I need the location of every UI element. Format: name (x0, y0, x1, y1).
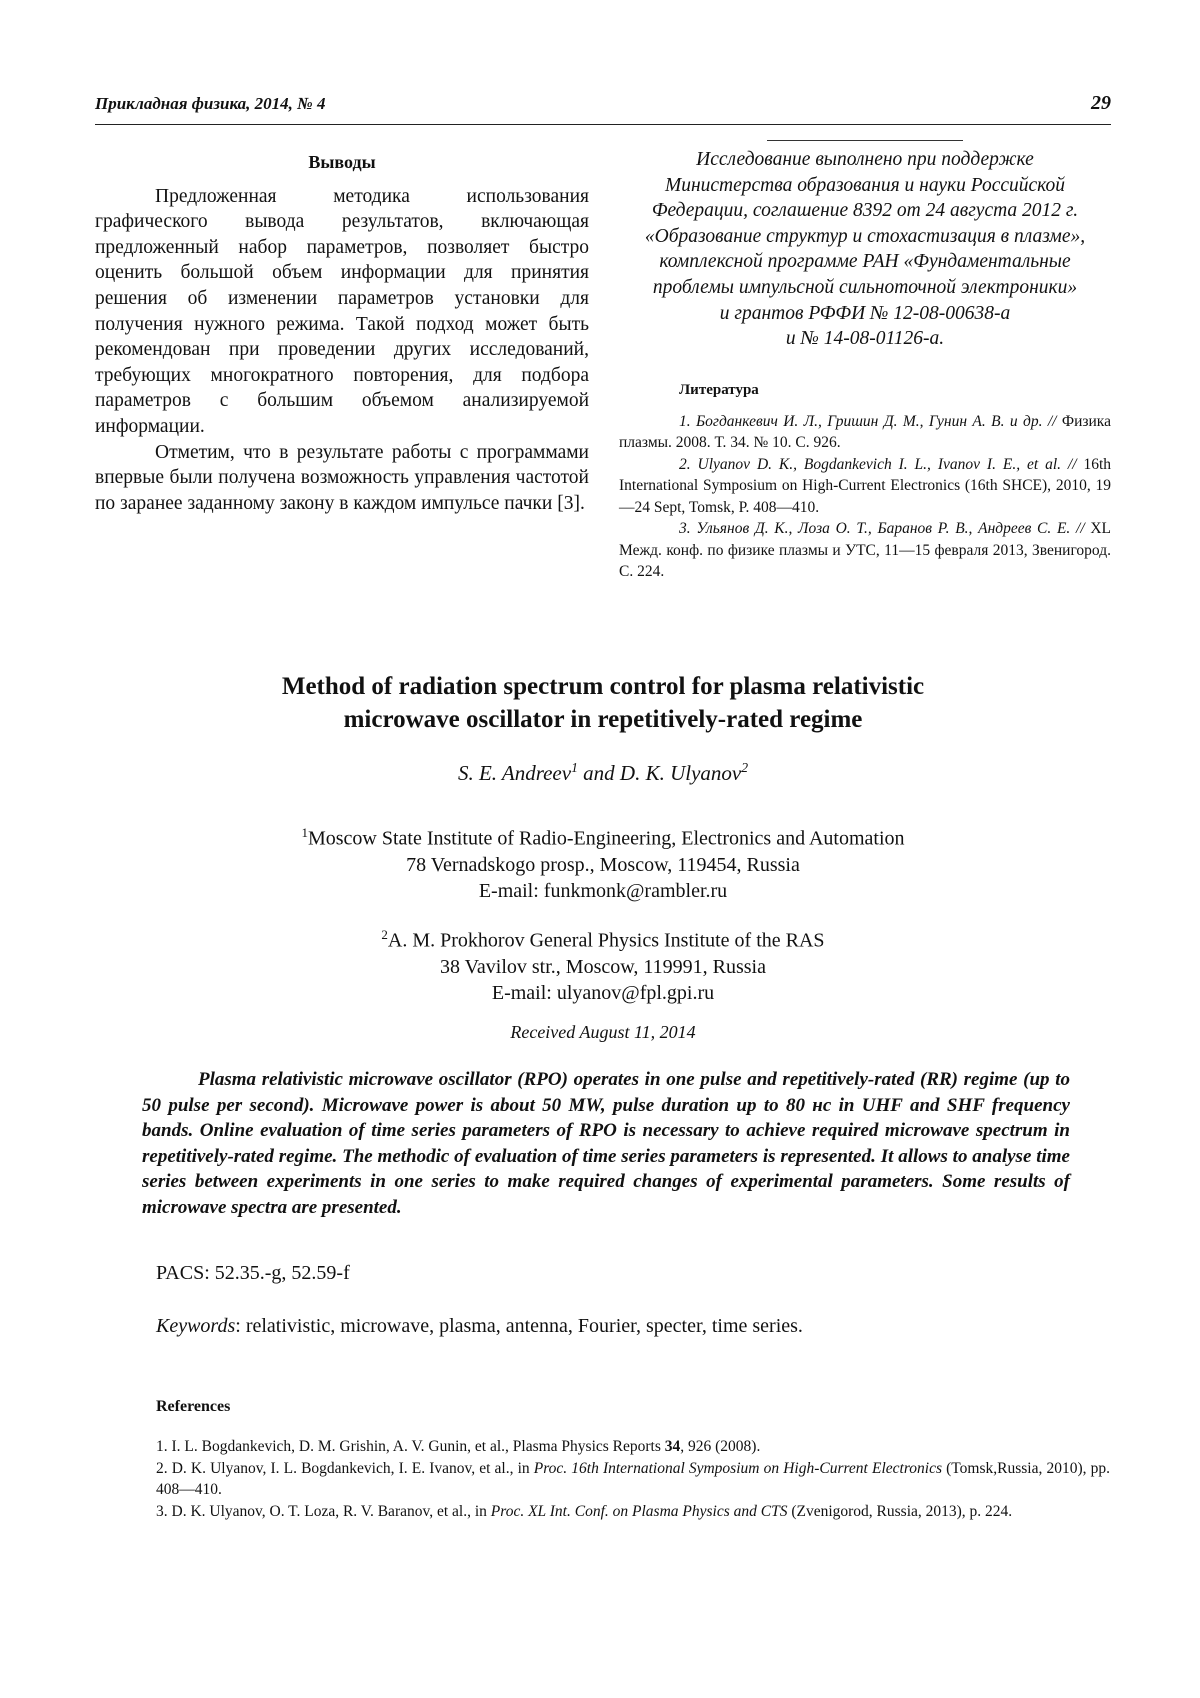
conclusions-heading: Выводы (308, 152, 376, 172)
page-number: 29 (1091, 92, 1111, 114)
keywords-label: Keywords (156, 1315, 236, 1337)
article-title-line: Method of radiation spectrum control for plasma relativistic (281, 673, 925, 700)
right-column (619, 140, 1111, 583)
affil-address: 38 Vavilov str., Moscow, 119991, Russia (440, 955, 766, 978)
footnote-rule (767, 140, 963, 141)
ref-authors: 3. Ульянов Д. К., Лоза О. Т., Баранов Р. В., Андреев С. Е. // (679, 520, 1085, 538)
reference-item: 2. D. K. Ulyanov, I. L. Bogdankevich, I. E. Ivanov, et al., in Proc. 16th International Symposium on High-Current Electronics (Tomsk,Russia, 2010), pp. 408—410. (156, 1459, 1110, 1498)
ref-source: Физика плазмы. 2008. Т. 34. № 10. С. 926. (619, 412, 1111, 452)
author-conjunction: and (577, 761, 620, 785)
author-affil-mark: 1 (571, 760, 578, 775)
affil-name: A. M. Prokhorov General Physics Institute of the RAS (387, 929, 825, 952)
literature-heading: Литература (679, 381, 759, 398)
literature-list (619, 411, 1111, 583)
author-name: D. K. Ulyanov (619, 761, 742, 785)
reference-item: 1. I. L. Bogdankevich, D. M. Grishin, A. V. Gunin, et al., Plasma Physics Reports 34, 926 (2008). (156, 1438, 761, 1455)
acknowledgement-line: и № 14-08-01126-а. (785, 328, 945, 350)
conclusions-paragraph: Предложенная методика использования графического вывода результатов, включающая предложенный набор параметров, позволяет быстро оценить большой объем информации для принятия решения об изменении параметров установки для получения нужного режима. Такой подход может быть рекомендован при проведении других исследований, требующих многократного повторения, для подбора параметров с большим объемом анализируемой информации. (95, 185, 589, 437)
acknowledgement-line: Федерации, соглашение 8392 от 24 августа 2012 г. (651, 200, 1079, 222)
abstract: Plasma relativistic microwave oscillator (RPO) operates in one pulse and repetitively-rated (RR) regime (up to 50 pulse per second). Microwave power is about 50 MW, pulse duration up to 80 нс in UHF and SHF frequency bands. Online evaluation of time series parameters of RPO is necessary to achieve required microwave spectrum in repetitively-rated regime. The methodic of evaluation of time series parameters is represented. It allows to analyse time series between experiments in one series to make required changes of experimental parameters. Some results of microwave spectra are presented. (142, 1069, 1070, 1218)
references-heading: References (156, 1398, 231, 1415)
acknowledgement-line: проблемы импульсной сильноточной электроники» (652, 276, 1078, 298)
author-name: S. E. Andreev (457, 761, 572, 785)
acknowledgement-line: Исследование выполнено при поддержке (696, 149, 1034, 170)
references-list (156, 1436, 1110, 1522)
ref-source: 16th International Symposium on High-Current Electronics (16th SHCE), 2010, 19—24 Sept, Tomsk, P. 408—410. (619, 455, 1111, 516)
literature-item (619, 411, 1111, 454)
article-title-line: microwave oscillator in repetitively-rated regime (343, 706, 863, 733)
acknowledgement (619, 147, 1111, 352)
author-affil-mark: 2 (741, 760, 749, 775)
received-date: Received August 11, 2014 (510, 1022, 696, 1042)
reference-item: 3. D. K. Ulyanov, O. T. Loza, R. V. Baranov, et al., in Proc. XL Int. Conf. on Plasma Physics and CTS (Zvenigorod, Russia, 2013), p. 224. (156, 1502, 1013, 1520)
journal-title: Прикладная физика, 2014, № 4 (95, 94, 326, 113)
running-header (95, 92, 1111, 125)
affil-mark: 1 (301, 825, 308, 840)
pacs-codes: PACS: 52.35.-g, 52.59-f (156, 1262, 350, 1284)
affiliation-2 (95, 922, 1111, 1006)
acknowledgement-line: комплексной программе РАН «Фундаментальные (659, 251, 1071, 273)
affil-mark: 2 (381, 927, 388, 942)
ref-source: XL Межд. конф. по физике плазмы и УТС, 11—15 февраля 2013, Звенигород. С. 224. (619, 520, 1111, 581)
keywords (156, 1315, 803, 1338)
conclusions-section (95, 150, 589, 516)
affil-address: 78 Vernadskogo prosp., Moscow, 119454, Russia (406, 853, 800, 876)
article-title (95, 670, 1111, 736)
literature-item (619, 454, 1111, 519)
affil-name: Moscow State Institute of Radio-Engineering, Electronics and Automation (307, 827, 905, 850)
affil-email: E-mail: funkmonk@rambler.ru (478, 879, 728, 902)
literature-item (619, 518, 1111, 583)
acknowledgement-line: «Образование структур и стохастизация в плазме», (644, 225, 1086, 247)
conclusions-paragraph: Отметим, что в результате работы с программами впервые были получена возможность управления частотой по заранее заданному закону в каждом импульсе пачки [3]. (95, 441, 589, 514)
authors (95, 760, 1111, 786)
affiliation-1 (95, 820, 1111, 904)
keywords-text: : relativistic, microwave, plasma, antenna, Fourier, specter, time series. (235, 1315, 803, 1337)
affil-email: E-mail: ulyanov@fpl.gpi.ru (491, 981, 715, 1004)
ref-authors: 2. Ulyanov D. K., Bogdankevich I. L., Ivanov I. E., et al. // (679, 455, 1077, 473)
ref-authors: 1. Богданкевич И. Л., Гришин Д. М., Гунин А. В. и др. // (679, 412, 1057, 430)
acknowledgement-line: Министерства образования и науки Российской (664, 174, 1066, 196)
acknowledgement-line: и грантов РФФИ № 12-08-00638-а (719, 302, 1011, 324)
